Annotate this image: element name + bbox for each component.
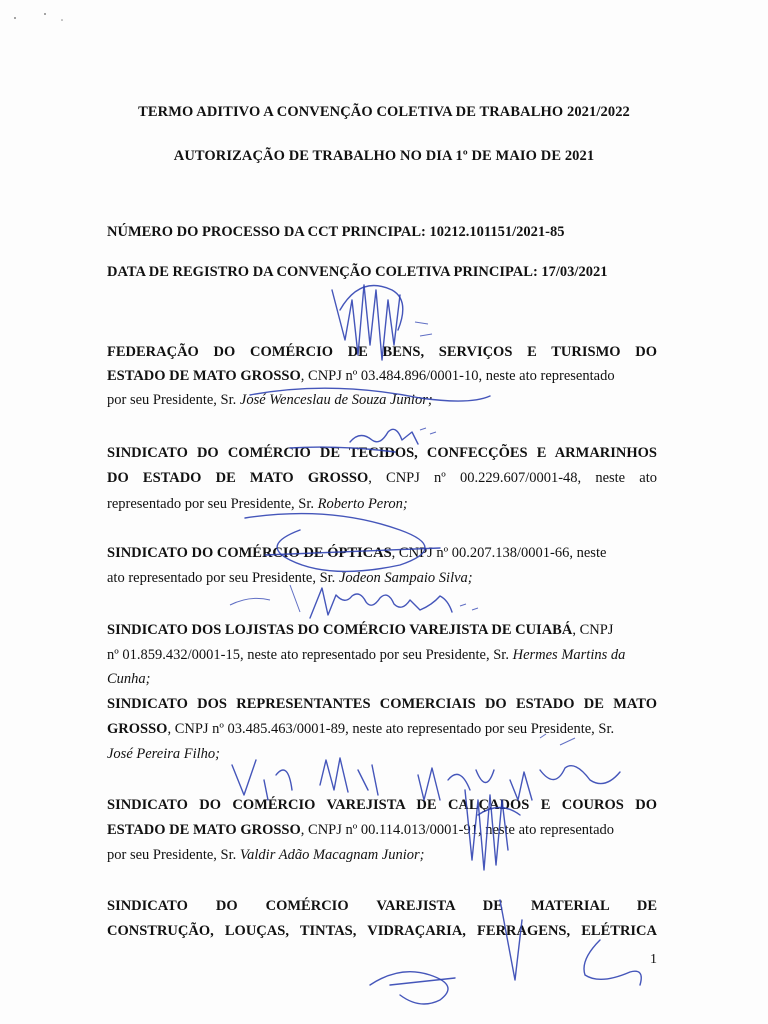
- document-title: TERMO ADITIVO A CONVENÇÃO COLETIVA DE TRABALHO 2021/2022: [138, 104, 630, 120]
- party-1-name: ESTADO DE MATO GROSSO: [107, 368, 301, 384]
- party-2-cnpj: , CNPJ nº 00.229.607/0001-48, neste ato: [368, 470, 657, 486]
- registration-date: DATA DE REGISTRO DA CONVENÇÃO COLETIVA PRINCIPAL: 17/03/2021: [107, 264, 608, 280]
- party-4-president: Hermes Martins da: [512, 647, 626, 663]
- party-5-name: GROSSO: [107, 721, 168, 737]
- party-6-line-2: [107, 820, 657, 840]
- party-4-line-2: [107, 645, 657, 665]
- party-2-line-2: [107, 468, 657, 488]
- party-6-rep-prefix: por seu Presidente, Sr.: [107, 847, 240, 863]
- party-2-line-1: SINDICATO DO COMÉRCIO DE TECIDOS, CONFECÇÕES E ARMARINHOS: [107, 445, 657, 461]
- party-3-name: SINDICATO DO COMÉRCIO DE ÓPTICAS: [107, 545, 392, 561]
- party-5-president: José Pereira Filho;: [107, 746, 221, 762]
- party-3-cnpj: , CNPJ nº 00.207.138/0001-66, neste: [391, 545, 607, 561]
- party-1-president: José Wenceslau de Souza Junior;: [239, 392, 433, 408]
- party-6-line-1: SINDICATO DO COMÉRCIO VAREJISTA DE CALÇADOS E COUROS DO: [107, 797, 657, 813]
- party-1-line-2: [107, 366, 657, 386]
- party-3-line-1: [107, 543, 657, 563]
- party-6-name: ESTADO DE MATO GROSSO: [107, 822, 301, 838]
- page-number: 1: [650, 952, 657, 967]
- party-1-rep-prefix: por seu Presidente, Sr.: [107, 392, 240, 408]
- party-2-name: DO ESTADO DE MATO GROSSO: [107, 470, 369, 486]
- party-6-cnpj: , CNPJ nº 00.114.013/0001-91, neste ato representado: [300, 822, 615, 838]
- party-4-name: SINDICATO DOS LOJISTAS DO COMÉRCIO VAREJISTA DE CUIABÁ: [107, 622, 573, 638]
- party-4-cnpj-label: , CNPJ: [572, 622, 614, 638]
- party-6-president: Valdir Adão Macagnam Junior;: [239, 847, 425, 863]
- party-5-line-2: [107, 719, 657, 739]
- party-4-line-1: [107, 620, 657, 640]
- process-number: NÚMERO DO PROCESSO DA CCT PRINCIPAL: 10212.101151/2021-85: [107, 224, 565, 240]
- party-2-rep-prefix: representado por seu Presidente, Sr.: [107, 496, 318, 512]
- party-6-line-3: [107, 845, 657, 865]
- party-1-line-1: FEDERAÇÃO DO COMÉRCIO DE BENS, SERVIÇOS E TURISMO DO: [107, 344, 657, 360]
- party-3-rep-prefix: ato representado por seu Presidente, Sr.: [107, 570, 339, 586]
- party-4-line-3: Cunha;: [107, 671, 151, 687]
- party-5-cnpj: , CNPJ nº 03.485.463/0001-89, neste ato representado por seu Presidente, Sr.: [167, 721, 615, 737]
- party-7-line-2: CONSTRUÇÃO, LOUÇAS, TINTAS, VIDRAÇARIA, FERRAGENS, ELÉTRICA: [107, 923, 657, 939]
- party-1-line-3: [107, 390, 657, 410]
- party-1-cnpj: , CNPJ nº 03.484.896/0001-10, neste ato representado: [300, 368, 615, 384]
- party-3-president: Jodeon Sampaio Silva;: [338, 570, 473, 586]
- document-subtitle: AUTORIZAÇÃO DE TRABALHO NO DIA 1º DE MAIO DE 2021: [173, 148, 595, 164]
- party-7-line-1: SINDICATO DO COMÉRCIO VAREJISTA DE MATERIAL DE: [107, 898, 657, 914]
- signature-lojistas: [310, 588, 478, 618]
- party-3-line-2: [107, 568, 657, 588]
- party-2-line-3: [107, 494, 657, 514]
- party-4-cnpj: nº 01.859.432/0001-15, neste ato representado por seu Presidente, Sr.: [107, 647, 513, 663]
- party-2-president: Roberto Peron;: [317, 496, 408, 512]
- scan-specks: [14, 13, 63, 21]
- party-5-line-1: SINDICATO DOS REPRESENTANTES COMERCIAIS DO ESTADO DE MATO: [107, 696, 657, 712]
